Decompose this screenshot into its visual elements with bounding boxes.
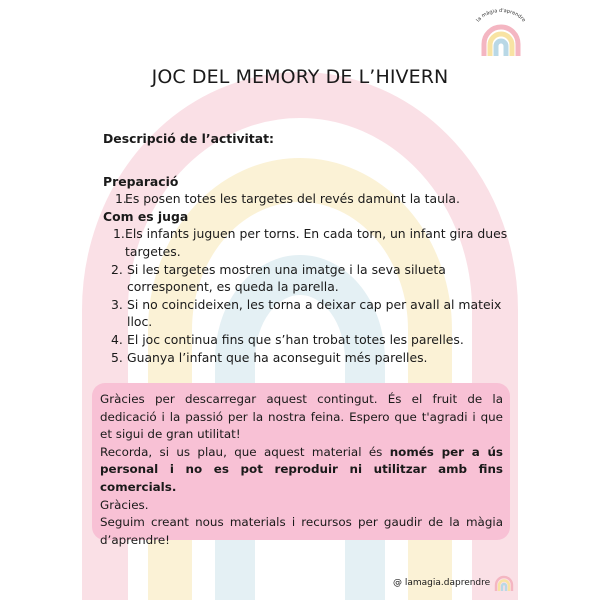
gracies-text: Gràcies. xyxy=(100,497,149,512)
play-step xyxy=(103,296,523,331)
preparation-heading: Preparació xyxy=(103,173,179,189)
preparation-step xyxy=(103,190,523,208)
reminder-text: Recorda, si us plau, que aquest material és xyxy=(100,444,390,459)
play-step xyxy=(103,261,523,296)
step-text: Si les targetes mostren una imatge i la seva silueta corresponent, es queda la parella. xyxy=(127,261,446,295)
instagram-handle: @ lamagia.daprendre xyxy=(393,578,491,588)
step-text: El joc continua fins que s’han trobat totes les parelles. xyxy=(127,331,464,347)
how-to-play-steps xyxy=(103,225,523,366)
preparation-steps xyxy=(103,190,523,208)
step-number: 4. xyxy=(111,331,123,347)
thanks-text: Gràcies per descarregar aquest contingut. És el fruit de la dedicació i la passió per la nostra feina. Espero que t'agradi i que et sigui de gran utilitat! xyxy=(100,392,503,442)
thank-you-notice xyxy=(92,383,510,547)
step-number: 3. xyxy=(111,296,123,312)
rainbow-small-icon xyxy=(494,575,514,591)
page-title: JOC DEL MEMORY DE L’HIVERN xyxy=(151,66,449,88)
play-step xyxy=(103,225,523,260)
how-to-play-heading: Com es juga xyxy=(103,208,189,224)
step-number: 1. xyxy=(113,226,125,242)
footer-handle xyxy=(393,575,514,591)
activity-content xyxy=(103,130,523,366)
step-text: Es posen totes les targetes del revés damunt la taula. xyxy=(125,191,460,207)
step-number: 2. xyxy=(111,261,123,277)
usage-reminder xyxy=(100,444,503,497)
reminder-bold-text: només per a ús personal i no es pot reproduir ni utilitzar amb fins comercials. xyxy=(100,444,503,494)
step-text: Els infants juguen per torns. En cada torn, un infant gira dues targetes. xyxy=(125,226,508,259)
step-number: 1. xyxy=(115,191,127,207)
step-number: 5. xyxy=(111,349,123,365)
closing-text: Seguim creant nous materials i recursos per gaudir de la màgia d’aprendre! xyxy=(100,515,503,547)
play-step xyxy=(103,331,523,349)
svg-text:la màgia d'aprendre xyxy=(475,8,526,23)
step-text: Guanya l’infant que ha aconseguit més parelles. xyxy=(127,349,428,365)
step-text: Si no coincideixen, les torna a deixar cap per avall al mateix lloc. xyxy=(127,296,502,330)
rainbow-logo-icon xyxy=(470,8,532,56)
description-heading: Descripció de l’activitat: xyxy=(103,131,274,146)
play-step xyxy=(103,349,523,367)
logo-caption: la màgia d'aprendre xyxy=(475,8,527,24)
